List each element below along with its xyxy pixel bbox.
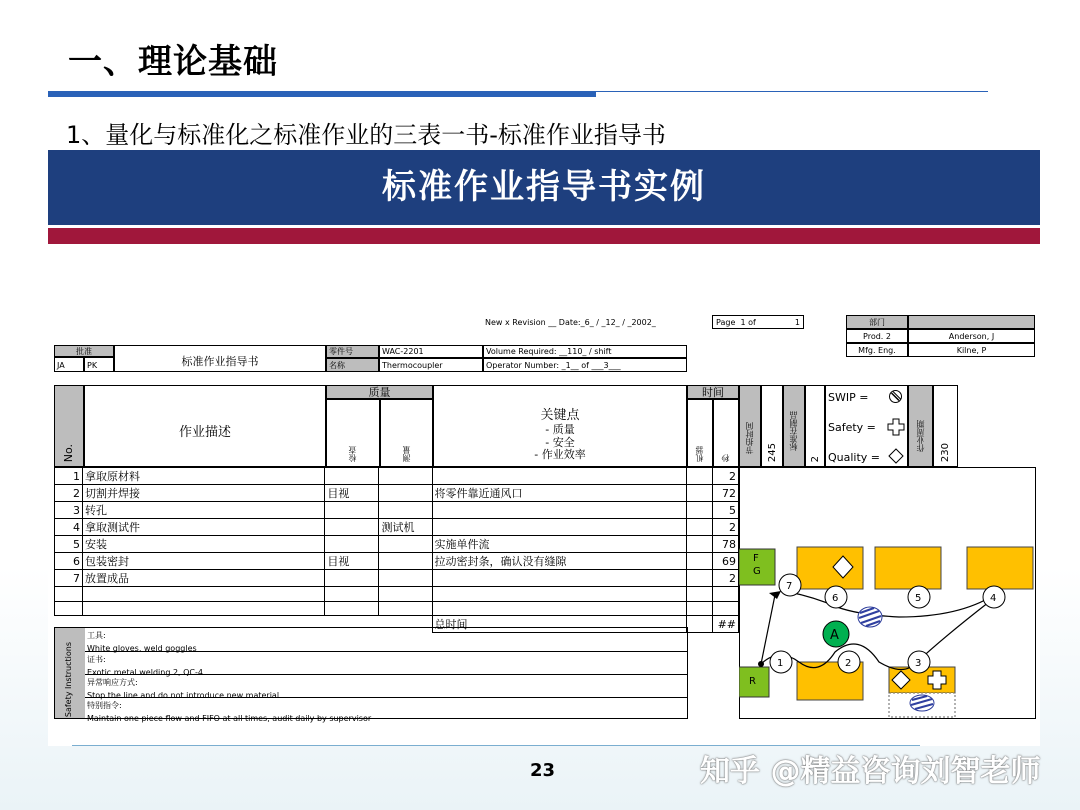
col-inspect [326,399,380,467]
total-value: ## [712,616,738,633]
node-2-label: 2 [845,658,852,669]
step-inspect [325,468,379,485]
mfg-value: Kilne, P [908,343,1035,357]
std-wip-value-text: 2 [810,455,821,462]
table-row [55,553,739,570]
col-time: 时间 [687,385,739,399]
start-dot [758,661,764,667]
col-no-label: No. [62,443,75,462]
safety-side-label: Safety Instructions [64,642,73,718]
std-wip-label: 标准在制品 [789,411,798,451]
col-key [433,385,687,467]
step-desc: 转孔 [83,502,325,519]
col-machine-label: 机器 [695,446,704,462]
col-key-3: - 作业效率 [534,448,586,462]
fg-label-g: G [753,566,761,577]
station-top-3 [967,547,1033,589]
step-measure [379,553,432,570]
col-machine [687,399,713,467]
volume-required: Volume Required: __110_ / shift [483,345,687,358]
step-measure [379,468,432,485]
step-sec: 2 [712,519,738,536]
step-inspect [325,536,379,553]
step-sec: 2 [712,468,738,485]
approver-ja: JA [54,357,84,372]
step-desc: 拿取测试件 [83,519,325,536]
node-7-label: 7 [786,581,793,592]
step-inspect: 目视 [325,485,379,502]
step-inspect [325,502,379,519]
r-label: R [749,676,756,687]
safety-cross-icon [887,418,905,436]
step-key [432,468,686,485]
abnormal-text: Stop the line and do not introduce new material [87,691,280,700]
fg-label-f: F [753,553,759,564]
quality-diamond-icon [888,448,904,464]
title-rule-thick [48,91,596,97]
std-wip-value [805,385,825,467]
step-sec: 72 [712,485,738,502]
std-wip [783,385,805,467]
part-name-label: 名称 [326,358,379,372]
station-top-1 [797,547,863,589]
step-no: 1 [55,468,83,485]
legend-quality: Quality = [828,451,881,464]
page-total: 1 [794,318,800,327]
step-desc: 包装密封 [83,553,325,570]
prod-label: Prod. 2 [846,329,908,343]
step-machine [686,502,712,519]
operator-a-label: A [830,628,839,643]
operator-walk-path [761,592,997,670]
step-machine [686,468,712,485]
page-number: 23 [530,760,556,781]
watermark: 知乎 @精益咨询刘智老师 [700,754,1041,789]
step-key [432,502,686,519]
step-measure [379,536,432,553]
table-row [55,519,739,536]
cycle-time [908,385,933,467]
step-machine [686,485,712,502]
table-row [55,468,739,485]
dept-value [908,315,1035,329]
special-label: 特别指令: [87,701,122,710]
slide-title: 一、理论基础 [68,42,278,82]
col-sec-label: 秒 [721,454,730,462]
table-row [55,587,739,602]
step-sec: 69 [712,553,738,570]
tools-label: 工具: [87,631,106,640]
table-row [55,536,739,553]
safety-instructions [54,627,688,723]
title-rule-thin [596,91,988,92]
col-measure [380,399,433,467]
step-desc: 安装 [83,536,325,553]
node-6-label: 6 [832,593,839,604]
tools-text: White gloves, weld goggles [87,644,197,653]
page-label: Page [716,318,736,327]
step-measure [379,485,432,502]
cert-text: Exotic metal welding 2, QC-4 [87,668,203,677]
col-desc: 作业描述 [84,385,326,467]
page-box [712,315,804,329]
slide-subtitle: 1、量化与标准化之标准作业的三表一书-标准作业指导书 [66,121,666,149]
step-no: 4 [55,519,83,536]
step-key [432,519,686,536]
legend-box [825,385,908,467]
prod-value: Anderson, J [908,329,1035,343]
station-top-2 [875,547,941,589]
approver-pk: PK [84,357,114,372]
step-no: 6 [55,553,83,570]
banner-accent-bar [48,228,1040,244]
step-sec: 2 [712,570,738,587]
step-no: 7 [55,570,83,587]
legend-swip: SWIP = [828,391,869,404]
cycle-value-text: 230 [940,442,951,462]
col-key-label: 关键点 [540,408,580,423]
mfg-label: Mfg. Eng. [846,343,908,357]
takt-time [739,385,761,467]
col-sec [713,399,739,467]
revision-line: New x Revision __ Date:_6_ / _12_ / _2002_ [485,318,656,327]
doc-title: 标准作业指导书 [114,345,326,372]
step-no: 5 [55,536,83,553]
step-key: 将零件靠近通风口 [432,485,686,502]
takt-label: 节拍时间 [745,422,754,454]
steps-table [54,467,739,633]
col-no [54,385,84,467]
table-row [55,601,739,616]
abnormal-label: 异常响应方式: [87,678,138,687]
step-key: 实施单件流 [432,536,686,553]
table-row [55,502,739,519]
banner-title: 标准作业指导书实例 [48,150,1040,225]
step-key: 拉动密封条，确认没有缝隙 [432,553,686,570]
safety-side [55,628,85,718]
page-value: 1 of [740,318,756,327]
dept-label: 部门 [846,315,908,329]
step-machine [686,519,712,536]
step-inspect [325,519,379,536]
step-no: 3 [55,502,83,519]
cycle-value [933,385,958,467]
step-measure [379,502,432,519]
step-machine [686,553,712,570]
step-sec: 5 [712,502,738,519]
operator-number: Operator Number: _1__ of ___3___ [483,358,687,372]
cert-label: 证书: [87,655,106,664]
step-sec: 78 [712,536,738,553]
node-4-label: 4 [990,593,997,604]
step-measure: 测试机 [379,519,432,536]
table-row [55,570,739,587]
step-machine [686,570,712,587]
col-key-2: - 安全 [545,435,575,449]
approve-label: 批准 [54,345,114,357]
node-3-label: 3 [915,658,922,669]
step-machine [686,536,712,553]
layout-map-drawing [739,467,1036,719]
step-desc: 拿取原材料 [83,468,325,485]
step-key [432,570,686,587]
col-quality: 质量 [326,385,433,399]
part-name: Thermocoupler [379,358,483,372]
step-measure [379,570,432,587]
table-row [55,485,739,502]
node-1-label: 1 [777,658,784,669]
cycle-label: 作业周期 [916,420,925,452]
takt-value [761,385,783,467]
part-no: WAC-2201 [379,345,483,358]
node-5-label: 5 [915,593,922,604]
step-no: 2 [55,485,83,502]
takt-value-text: 245 [767,442,778,462]
step-desc: 放置成品 [83,570,325,587]
swip-icon [888,389,903,404]
col-measure-label: 测量 [402,446,411,462]
step-desc: 切割并焊接 [83,485,325,502]
step-inspect: 目视 [325,553,379,570]
part-no-label: 零件号 [326,345,379,358]
legend-safety: Safety = [828,421,876,434]
step-inspect [325,570,379,587]
total-label: 总时间 [432,616,686,633]
special-text: Maintain one piece flow and FIFO at all times, audit daily by supervisor [87,714,372,723]
col-key-1: - 质量 [545,422,575,436]
col-inspect-label: 检查 [348,446,357,462]
